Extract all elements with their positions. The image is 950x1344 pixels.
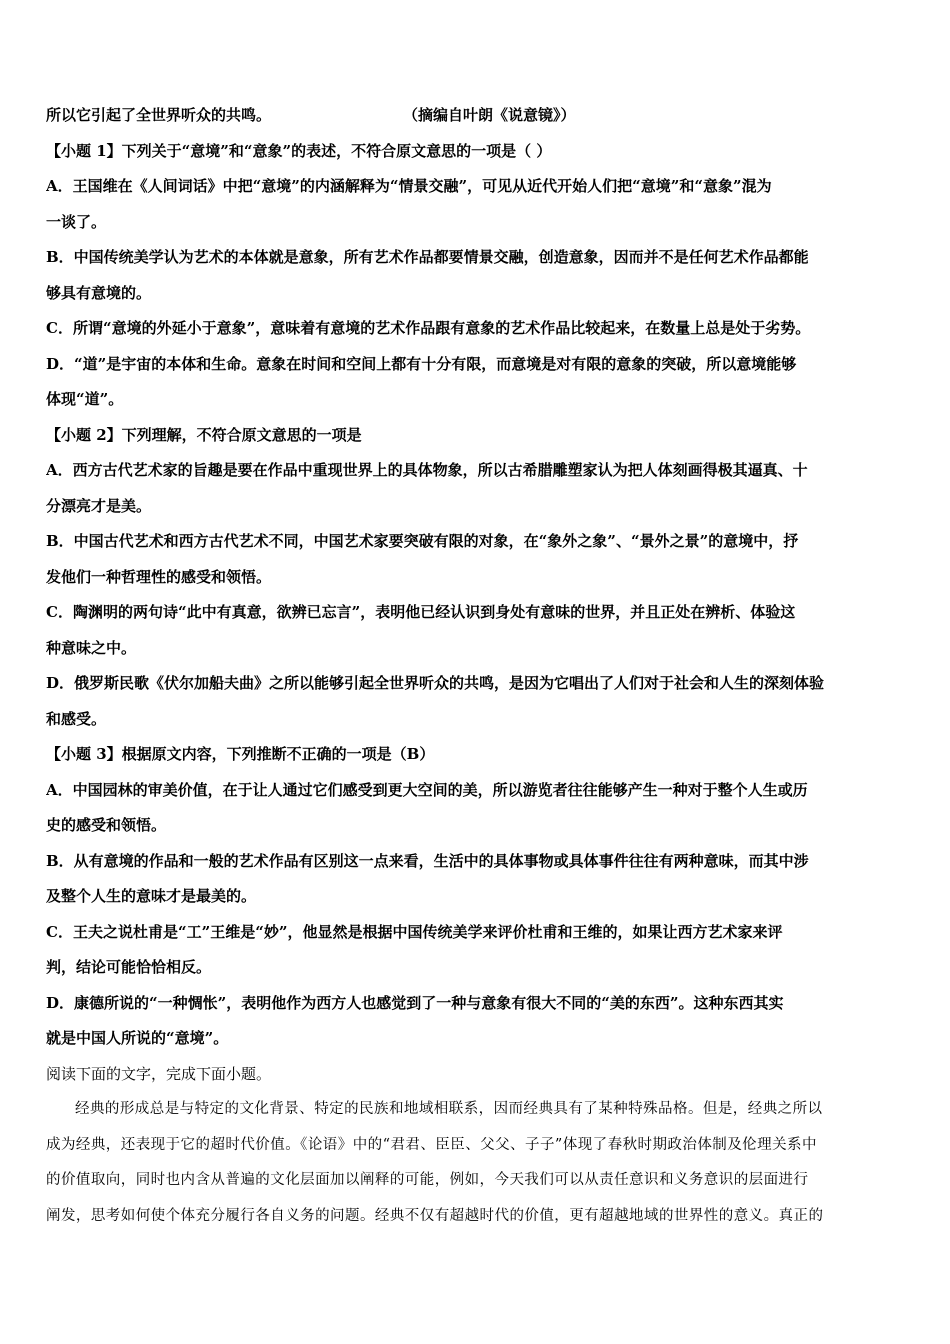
question-3-option-a: A．中国园林的审美价值，在于让人通过它们感受到更大空间的美，所以游览者往往能够产生一种对于整个人生或历	[46, 780, 808, 799]
question-2-option-b-cont: 发他们一种哲理性的感受和领悟。	[46, 567, 272, 586]
reading-passage-line-4: 阐发，思考如何使个体充分履行各自义务的问题。经典不仅有超越时代的价值，更有超越地域的世界性的意义。真正的	[46, 1207, 824, 1224]
question-2-option-b: B．中国古代艺术和西方古代艺术不同，中国艺术家要突破有限的对象，在“象外之象”、“景外之景”的意境中，抒	[46, 532, 799, 550]
question-2-option-a: A．西方古代艺术家的旨趣是要在作品中重现世界上的具体物象，所以古希腊雕塑家认为把人体刻画得极其逼真、十	[46, 461, 808, 479]
question-1-option-d: D．“道”是宇宙的本体和生命。意象在时间和空间上都有十分有限，而意境是对有限的意象的突破，所以意境能够	[46, 354, 797, 373]
question-1-option-c: C．所谓“意境的外延小于意象”，意味着有意境的艺术作品跟有意象的艺术作品比较起来，在数量上总是处于劣势。	[46, 319, 811, 337]
question-3-option-d-cont: 就是中国人所说的“意境”。	[46, 1029, 229, 1047]
question-1-option-b: B．中国传统美学认为艺术的本体就是意象，所有艺术作品都要情景交融，创造意象，因而并不是任何艺术作品都能	[46, 248, 809, 266]
question-3-option-b-cont: 及整个人生的意味才是最美的。	[46, 887, 257, 905]
question-2-stem: 【小题 2】下列理解，不符合原文意思的一项是	[46, 425, 362, 444]
question-3-option-c: C．王夫之说杜甫是“工”王维是“妙”，他显然是根据中国传统美学来评价杜甫和王维的，如果让西方艺术家来评	[46, 922, 783, 941]
question-1-option-d-cont: 体现“道”。	[46, 390, 124, 408]
question-1-option-a-cont: 一谈了。	[46, 212, 107, 231]
question-3-option-a-cont: 史的感受和领悟。	[46, 816, 167, 834]
reading-passage-line-2: 成为经典，还表现于它的超时代价值。《论语》中的“君君、臣臣、父父、子子”体现了春秋时期政治体制及伦理关系中	[46, 1136, 817, 1153]
question-3-stem: 【小题 3】根据原文内容，下列推断不正确的一项是（B）	[46, 745, 435, 763]
reading-passage-line-1: 经典的形成总是与特定的文化背景、特定的民族和地域相联系，因而经典具有了某种特殊品格。但是，经典之所以	[75, 1101, 823, 1117]
question-2-option-d: D．俄罗斯民歌《伏尔加船夫曲》之所以能够引起全世界听众的共鸣，是因为它唱出了人们对于社会和人生的深刻体验	[46, 674, 825, 692]
question-2-option-c-cont: 种意味之中。	[46, 638, 137, 657]
question-1-option-a: A．王国维在《人间词话》中把“意境”的内涵解释为“情景交融”，可见从近代开始人们把“意境”和“意象”混为	[46, 177, 772, 195]
document-page	[46, 98, 908, 1234]
passage-source-citation: （摘编自叶朗《说意镜》）	[403, 106, 576, 124]
question-2-option-a-cont: 分漂亮才是美。	[46, 496, 152, 515]
reading-passage-line-3: 的价值取向，同时也内含从普遍的文化层面加以阐释的可能，例如，今天我们可以从责任意识和义务意识的层面进行	[46, 1172, 809, 1188]
passage-end-line	[46, 98, 908, 134]
reading-instruction: 阅读下面的文字，完成下面小题。	[46, 1064, 272, 1083]
question-3-option-d: D．康德所说的“一种惆怅”，表明他作为西方人也感觉到了一种与意象有很大不同的“美的东西”。这种东西其实	[46, 993, 784, 1012]
passage-tail-text: 所以它引起了全世界听众的共鸣。	[46, 106, 272, 124]
question-1-stem: 【小题 1】下列关于“意境”和“意象”的表述，不符合原文意思的一项是（ ）	[46, 141, 552, 160]
question-3-option-c-cont: 判，结论可能恰恰相反。	[46, 958, 212, 976]
question-2-option-d-cont: 和感受。	[46, 709, 107, 728]
question-1-option-b-cont: 够具有意境的。	[46, 283, 152, 302]
question-2-option-c: C．陶渊明的两句诗“此中有真意，欲辨已忘言”，表明他已经认识到身处有意味的世界，并且正处在辨析、体验这	[46, 603, 796, 621]
question-3-option-b: B．从有意境的作品和一般的艺术作品有区别这一点来看，生活中的具体事物或具体事件往往有两种意味，而其中涉	[46, 851, 809, 870]
